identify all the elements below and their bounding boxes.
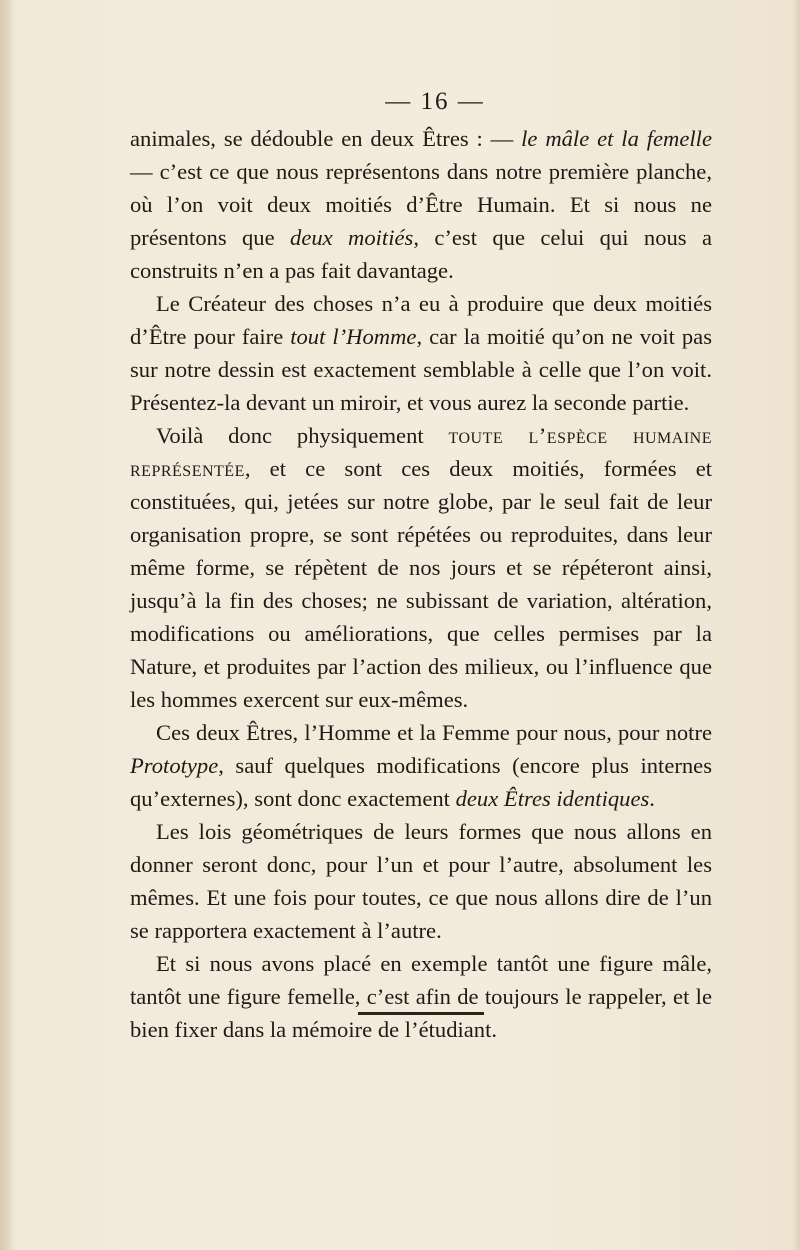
text-run: . (649, 786, 655, 811)
italic-text: tout l’Homme (290, 324, 417, 349)
text-run: Et si nous avons placé en exemple tantôt une figure mâle, tantôt une figure femelle, c’est afin de toujours le rappeler, et le bien fixer dans la mémoire de l’étudiant. (130, 951, 712, 1042)
page-gutter-shadow (0, 0, 14, 1250)
text-run: , c’est que celui qui nous a construits n’en a pas fait davantage. (130, 225, 712, 283)
page-number: — 16 — (385, 88, 485, 115)
end-rule (358, 1012, 484, 1015)
paragraph (130, 815, 712, 947)
page-edge-shadow (792, 0, 800, 1250)
text-run: animales, se dédouble en deux Êtres : — (130, 126, 522, 151)
text-run: Voilà donc physiquement (156, 423, 449, 448)
text-run: Les lois géométriques de leurs formes que nous allons en donner seront donc, pour l’un et pour l’autre, absolument les mêmes. Et une fois pour toutes, ce que nous allons dire de l’un se rapportera exactement à l’autre. (130, 819, 712, 943)
text-run: Ces deux Êtres, l’Homme et la Femme pour nous, pour notre (156, 720, 712, 745)
text-run: Le Créateur des choses n’a eu à produire que deux moitiés d’Être pour faire (130, 291, 712, 349)
body-text (130, 122, 712, 1046)
paragraph (130, 419, 712, 716)
text-run: , et ce sont ces deux moitiés, formées et constituées, qui, jetées sur notre globe, par le seul fait de leur organisation propre, se sont répétées ou reproduites, dans leur même forme, se répètent de nos jours et se répéteront ainsi, jusqu’à la fin des choses; ne subissant de variation, altération, modifications ou améliorations, que celles permises par la Nature, et produites par l’action des milieux, ou l’influence que les hommes exercent sur eux-mêmes. (130, 456, 712, 712)
text-run: , sauf quelques modifications (encore plus internes qu’externes), sont donc exactement (130, 753, 712, 811)
paragraph (130, 287, 712, 419)
paragraph (130, 947, 712, 1046)
paragraph (130, 122, 712, 287)
text-run: — c’est ce que nous représentons dans notre première planche, où l’on voit deux moitiés d’Être Humain. Et si nous ne présentons que (130, 159, 712, 250)
italic-text: Prototype (130, 753, 219, 778)
italic-text: le mâle et la femelle (521, 126, 712, 151)
text-run: , car la moitié qu’on ne voit pas sur notre dessin est exactement semblable à celle que l’on voit. Présentez-la devant un miroir, et vous aurez la seconde partie. (130, 324, 713, 415)
paragraph (130, 716, 712, 815)
italic-text: deux moitiés (290, 225, 414, 250)
italic-text: deux Êtres identiques (455, 786, 650, 811)
small-caps-text: toute l’espèce humaine représentée (130, 423, 712, 481)
